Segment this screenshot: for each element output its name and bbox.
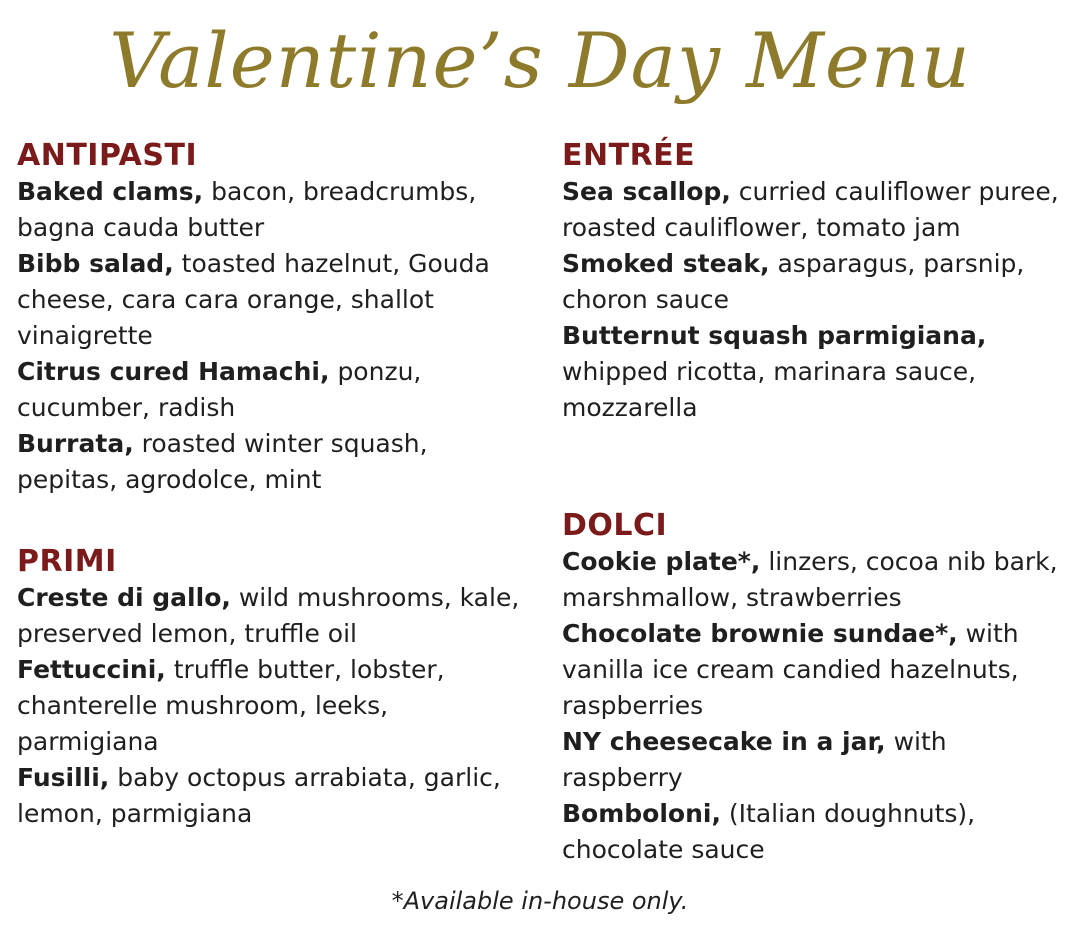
- menu-item-sea-scallop: [562, 174, 1072, 246]
- item-description: (Italian doughnuts), chocolate sauce: [562, 799, 976, 864]
- menu-item-butternut-squash-parmigiana: [562, 318, 1072, 426]
- item-description: bacon, breadcrumbs, bagna cauda butter: [17, 177, 477, 242]
- item-description: with vanilla ice cream candied hazelnuts, raspberries: [562, 619, 1019, 720]
- item-name: Baked clams,: [17, 177, 204, 206]
- item-name: NY cheesecake in a jar,: [562, 727, 886, 756]
- item-name: Sea scallop,: [562, 177, 731, 206]
- footnote: *Available in-house only.: [391, 887, 689, 915]
- menu-item-smoked-steak: [562, 246, 1072, 318]
- item-name: Smoked steak,: [562, 249, 770, 278]
- section-heading-primi: PRIMI: [17, 544, 117, 579]
- menu-item-bomboloni: [562, 796, 1072, 868]
- item-description: wild mushrooms, kale, preserved lemon, truffle oil: [17, 583, 520, 648]
- item-name: Burrata,: [17, 429, 134, 458]
- menu-item-bibb-salad: [17, 246, 527, 354]
- menu-title: Valentine’s Day Menu: [109, 16, 971, 105]
- item-description: whipped ricotta, marinara sauce, mozzarella: [562, 357, 977, 422]
- menu-item-citrus-cured-hamachi: [17, 354, 527, 426]
- item-description: with raspberry: [562, 727, 947, 792]
- primi-section: [17, 544, 527, 832]
- antipasti-section: [17, 138, 527, 498]
- menu-item-baked-clams: [17, 174, 527, 246]
- item-name: Butternut squash parmigiana,: [562, 321, 987, 350]
- item-name: Fettuccini,: [17, 655, 166, 684]
- item-name: Bomboloni,: [562, 799, 721, 828]
- menu-item-fettuccini: [17, 652, 527, 760]
- item-name: Creste di gallo,: [17, 583, 231, 612]
- item-description: truffle butter, lobster, chanterelle mushroom, leeks, parmigiana: [17, 655, 445, 756]
- section-heading-entree: ENTRÉE: [562, 138, 696, 173]
- section-heading-dolci: DOLCI: [562, 508, 668, 543]
- item-name: Bibb salad,: [17, 249, 174, 278]
- item-description: asparagus, parsnip, choron sauce: [562, 249, 1025, 314]
- menu-item-ny-cheesecake: [562, 724, 1072, 796]
- item-description: roasted winter squash, pepitas, agrodolce, mint: [17, 429, 428, 494]
- item-name: Fusilli,: [17, 763, 110, 792]
- menu-item-cookie-plate: [562, 544, 1072, 616]
- menu-item-chocolate-brownie-sundae: [562, 616, 1072, 724]
- menu-item-fusilli: [17, 760, 527, 832]
- item-description: linzers, cocoa nib bark, marshmallow, strawberries: [562, 547, 1058, 612]
- item-description: curried cauliflower puree, roasted cauliflower, tomato jam: [562, 177, 1059, 242]
- section-heading-antipasti: ANTIPASTI: [17, 138, 198, 173]
- dolci-section: [562, 508, 1072, 868]
- item-name: Chocolate brownie sundae*,: [562, 619, 958, 648]
- entree-section: [562, 138, 1072, 426]
- item-name: Cookie plate*,: [562, 547, 761, 576]
- item-description: toasted hazelnut, Gouda cheese, cara cara orange, shallot vinaigrette: [17, 249, 490, 350]
- menu-item-creste-di-gallo: [17, 580, 527, 652]
- menu-item-burrata: [17, 426, 527, 498]
- item-description: baby octopus arrabiata, garlic, lemon, parmigiana: [17, 763, 501, 828]
- item-description: ponzu, cucumber, radish: [17, 357, 422, 422]
- item-name: Citrus cured Hamachi,: [17, 357, 330, 386]
